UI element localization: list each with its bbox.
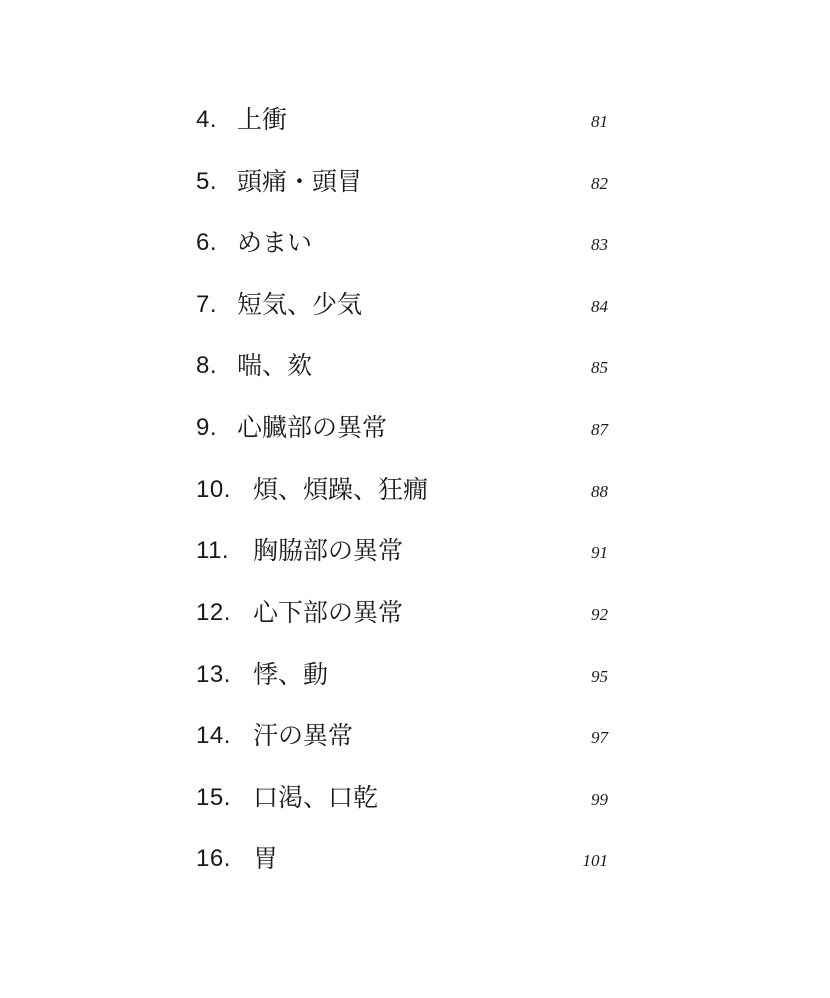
toc-entry-number: 14. bbox=[196, 722, 231, 749]
toc-entry-number: 15. bbox=[196, 784, 231, 811]
toc-entry-title: 胃 bbox=[253, 844, 279, 873]
toc-entry-title: 心下部の異常 bbox=[253, 598, 404, 627]
toc-entry-title: 悸、動 bbox=[253, 660, 329, 689]
toc-entry[interactable] bbox=[196, 531, 608, 571]
toc-entry-number: 6. bbox=[196, 229, 218, 256]
toc-entry-page: 99 bbox=[591, 790, 608, 809]
toc-entry-title: 上衝 bbox=[237, 105, 288, 134]
toc-entry-number: 13. bbox=[196, 661, 231, 688]
toc-entry-page: 85 bbox=[591, 358, 608, 377]
toc-entry-number: 7. bbox=[196, 291, 218, 318]
toc-entry-number: 4. bbox=[196, 106, 218, 133]
toc-entry[interactable] bbox=[196, 162, 608, 202]
toc-entry[interactable] bbox=[196, 470, 608, 510]
toc-entry[interactable] bbox=[196, 100, 608, 140]
toc-entry[interactable] bbox=[196, 778, 608, 818]
toc-entry-number: 8. bbox=[196, 352, 218, 379]
toc-entry[interactable] bbox=[196, 346, 608, 386]
toc-entry[interactable] bbox=[196, 285, 608, 325]
toc-entry-title: 心臓部の異常 bbox=[237, 413, 388, 442]
toc-entry-number: 5. bbox=[196, 168, 218, 195]
toc-entry-page: 84 bbox=[591, 297, 608, 316]
toc-entry[interactable] bbox=[196, 593, 608, 633]
toc-entry-page: 92 bbox=[591, 605, 608, 624]
toc-entry-title: 煩、煩躁、狂癇 bbox=[253, 475, 429, 504]
toc-entry-page: 97 bbox=[591, 728, 608, 747]
toc-entry-number: 10. bbox=[196, 476, 231, 503]
toc-entry-title: 喘、欬 bbox=[237, 351, 313, 380]
toc-entry-number: 11. bbox=[196, 537, 230, 564]
toc-entry-page: 87 bbox=[591, 420, 608, 439]
toc-entry-page: 82 bbox=[591, 174, 608, 193]
toc-entry-title: 汗の異常 bbox=[253, 721, 354, 750]
toc-entry-number: 9. bbox=[196, 414, 218, 441]
toc-entry-title: 短気、少気 bbox=[237, 290, 363, 319]
toc-entry-title: 頭痛・頭冒 bbox=[237, 167, 363, 196]
toc-entry[interactable] bbox=[196, 716, 608, 756]
toc-entry-page: 83 bbox=[591, 235, 608, 254]
toc-entry-title: 胸脇部の異常 bbox=[253, 536, 404, 565]
toc-entry-page: 81 bbox=[591, 112, 608, 131]
toc-entry-page: 88 bbox=[591, 482, 608, 501]
toc-entry-number: 12. bbox=[196, 599, 231, 626]
toc-entry[interactable] bbox=[196, 223, 608, 263]
toc-entry-page: 101 bbox=[582, 851, 608, 870]
toc-entry-number: 16. bbox=[196, 845, 231, 872]
toc-entry[interactable] bbox=[196, 839, 608, 879]
toc-entry-page: 95 bbox=[591, 667, 608, 686]
toc-entry-title: めまい bbox=[237, 228, 313, 257]
toc-entry-page: 91 bbox=[591, 543, 608, 562]
toc-entry[interactable] bbox=[196, 655, 608, 695]
toc-entry[interactable] bbox=[196, 408, 608, 448]
toc-entry-title: 口渇、口乾 bbox=[253, 783, 379, 812]
